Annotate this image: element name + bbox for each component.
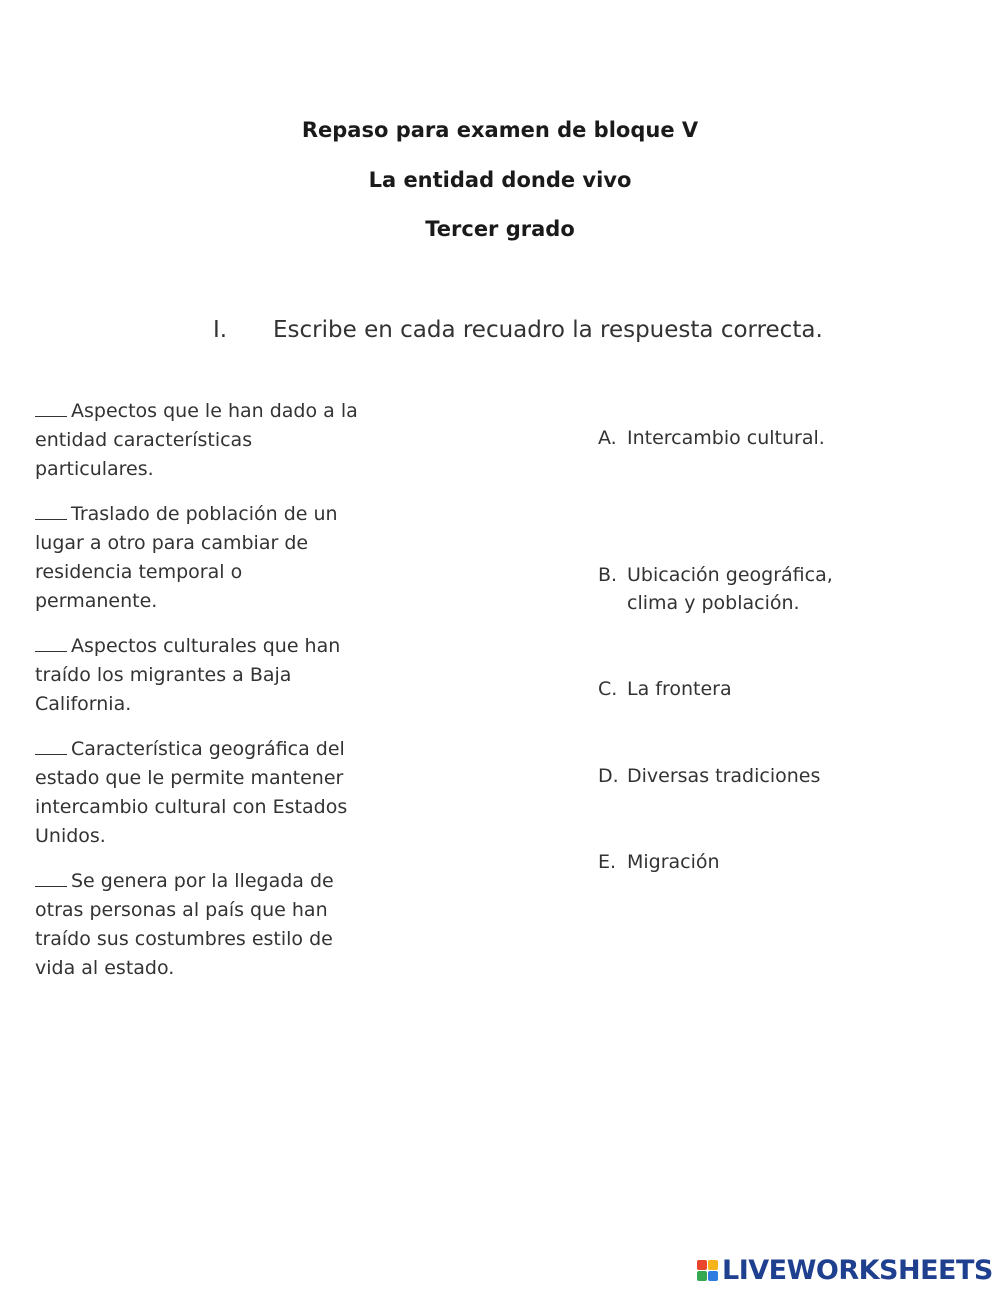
question-item: [35, 735, 365, 851]
page-subtitle: La entidad donde vivo: [368, 168, 632, 192]
answer-blank[interactable]: [35, 500, 67, 520]
answer-option-b: [598, 561, 898, 617]
question-item: [35, 500, 365, 616]
question-text: Traslado de población de un lugar a otro para cambiar de residencia temporal o permanente.: [35, 503, 338, 612]
answer-text: Ubicación geográfica, clima y población.: [627, 564, 833, 614]
question-item: [35, 867, 365, 983]
page-title: Repaso para examen de bloque V: [301, 118, 699, 142]
question-text: Característica geográfica del estado que le permite mantener intercambio cultural con Estados Unidos.: [35, 738, 348, 847]
answer-blank[interactable]: [35, 867, 67, 887]
answer-option-d: [598, 762, 898, 790]
logo-square-green: [697, 1271, 707, 1281]
answer-letter: C.: [598, 678, 618, 700]
answer-blank[interactable]: [35, 735, 67, 755]
answer-blank[interactable]: [35, 632, 67, 652]
answer-text: Migración: [627, 851, 720, 873]
answer-text: Intercambio cultural.: [627, 427, 825, 449]
question-text: Se genera por la llegada de otras personas al país que han traído sus costumbres estilo de vida al estado.: [35, 870, 334, 979]
answer-option-c: [598, 675, 898, 703]
answer-blank[interactable]: [35, 397, 67, 417]
answer-letter: D.: [598, 765, 619, 787]
question-text: Aspectos culturales que han traído los migrantes a Baja California.: [35, 635, 341, 715]
questions-list: [35, 397, 365, 999]
instruction: [213, 314, 823, 346]
grade-label: Tercer grado: [425, 217, 575, 241]
question-item: [35, 397, 365, 484]
instruction-text: Escribe en cada recuadro la respuesta correcta.: [273, 317, 823, 343]
liveworksheets-logo: [697, 1254, 993, 1286]
answer-option-a: [598, 424, 898, 452]
question-item: [35, 632, 365, 719]
instruction-number: I.: [213, 317, 228, 343]
answer-text: Diversas tradiciones: [627, 765, 821, 787]
logo-mark-icon: [697, 1260, 718, 1281]
logo-text: LIVEWORKSHEETS: [722, 1254, 993, 1286]
answer-letter: A.: [598, 427, 617, 449]
logo-square-yellow: [708, 1260, 718, 1270]
answer-letter: E.: [598, 851, 617, 873]
answer-text: La frontera: [627, 678, 732, 700]
answer-option-e: [598, 848, 898, 876]
answer-letter: B.: [598, 564, 618, 586]
logo-square-blue: [708, 1271, 718, 1281]
logo-square-red: [697, 1260, 707, 1270]
question-text: Aspectos que le han dado a la entidad características particulares.: [35, 400, 358, 480]
